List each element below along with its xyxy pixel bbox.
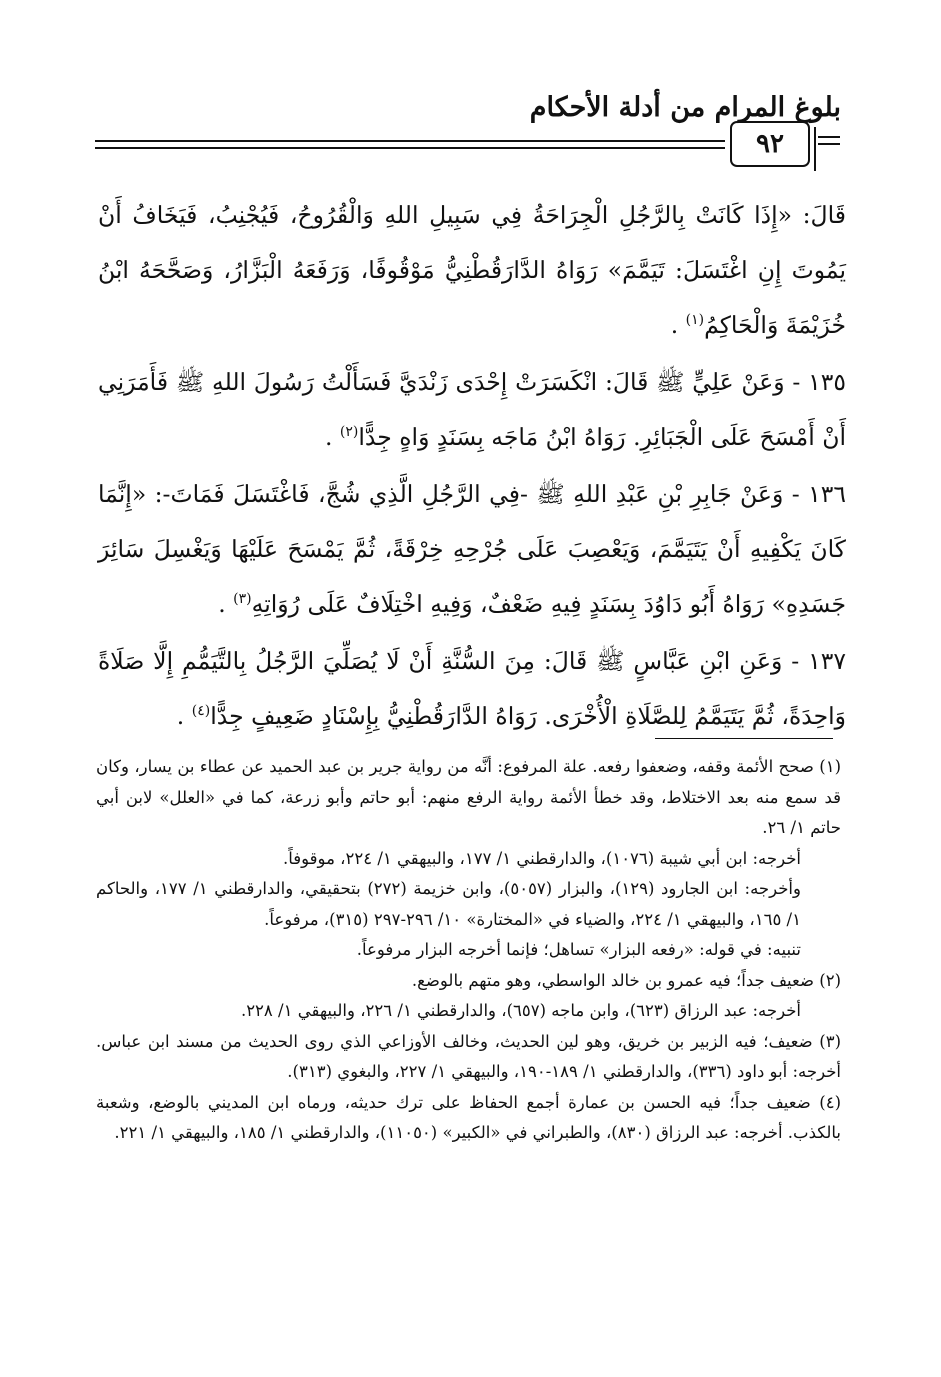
hadith-137: ١٣٧ - وَعَنِ ابْنِ عَبَّاسٍ ﷺ قَالَ: مِنَ السُّنَّةِ أَنْ لَا يُصَلِّيَ الرَّجُلُ بِالتَّيَمُّمِ إِلَّا صَلَاةً وَاحِدَةً، ثُمَّ يَتَيَمَّمُ لِلصَّلَاةِ الْأُخْرَى. رَوَاهُ الدَّارَقُطْنِيُّ بِإِسْنَادٍ ضَعِيفٍ جِدًّا$^{(٤)}$ . — [98, 647, 846, 730]
hadith-134-continuation: قَالَ: «إِذَا كَانَتْ بِالرَّجُلِ الْجِرَاحَةُ فِي سَبِيلِ اللهِ وَالْقُرُوحُ، فَيُجْنِبُ، فَيَخَافُ أَنْ يَمُوتَ إِنِ اغْتَسَلَ: تَيَمَّمَ» رَوَاهُ الدَّارَقُطْنِيُّ مَوْقُوفًا، وَرَفَعَهُ الْبَزَّارُ، وَصَحَّحَهُ ابْنُ خُزَيْمَةَ وَالْحَاكِمُ$^{(١)}$ . — [98, 201, 846, 339]
footnote-1-sources-marfu: وأخرجه: ابن الجارود (١٢٩)، والبزار (٥٠٥٧)، وابن خزيمة (٢٧٢) بتحقيقي، والدارقطني ١/ ١٧٧، والحاكم ١/ ١٦٥، والبيهقي ١/ ٢٢٤، والضياء في «المختارة» ١٠/ ٢٩٦-٢٩٧ (٣١٥)، مرفوعاً. — [96, 879, 801, 929]
page-number: ٩٢ — [730, 121, 810, 167]
footnote-ref-1: (١) — [685, 312, 705, 329]
hadith-136-text: ١٣٦ - وَعَنْ جَابِرِ بْنِ عَبْدِ اللهِ ﷺ -فِي الرَّجُلِ الَّذِي شُجَّ، فَاغْتَسَلَ فَمَاتَ-: «إِنَّمَا كَانَ يَكْفِيهِ أَنْ يَتَيَمَّمَ، وَيَعْصِبَ عَلَى جُرْحِهِ خِرْقَةً، ثُمَّ يَمْسَحَ عَلَيْهَا وَيَغْسِلَ سَائِرَ جَسَدِهِ» رَوَاهُ أَبُو دَاوُدَ بِسَنَدٍ فِيهِ ضَعْفٌ، وَفِيهِ اخْتِلَافٌ عَلَى رُوَاتِهِ — [98, 480, 846, 618]
footnote-4: (٤) ضعيف جداً؛ فيه الحسن بن عمارة أجمع الحفاظ على ترك حديثه، ورماه ابن المديني بالوضع، وشعبة بالكذب. أخرجه: عبد الرزاق (٨٣٠)، والطبراني في «الكبير» (١١٠٥٠)، والدارقطني ١/ ١٨٥، والبيهقي ١/ ٢٢١. — [96, 1092, 841, 1142]
hadith-134-text: قَالَ: «إِذَا كَانَتْ بِالرَّجُلِ الْجِرَاحَةُ فِي سَبِيلِ اللهِ وَالْقُرُوحُ، فَيُجْنِبُ، فَيَخَافُ أَنْ يَمُوتَ إِنِ اغْتَسَلَ: تَيَمَّمَ» رَوَاهُ الدَّارَقُطْنِيُّ مَوْقُوفًا، وَرَفَعَهُ الْبَزَّارُ، وَصَحَّحَهُ ابْنُ خُزَيْمَةَ وَالْحَاكِمُ — [98, 201, 846, 339]
footnote-2: (٢) ضعيف جداً؛ فيه عمرو بن خالد الواسطي، وهو متهم بالوضع. — [411, 970, 841, 990]
footnote-1-note: تنبيه: في قوله: «رفعه البزار» تساهل؛ فإنما أخرجه البزار مرفوعاً. — [356, 940, 801, 959]
hadith-136: ١٣٦ - وَعَنْ جَابِرِ بْنِ عَبْدِ اللهِ ﷺ -فِي الرَّجُلِ الَّذِي شُجَّ، فَاغْتَسَلَ فَمَاتَ-: «إِنَّمَا كَانَ يَكْفِيهِ أَنْ يَتَيَمَّمَ، وَيَعْصِبَ عَلَى جُرْحِهِ خِرْقَةً، ثُمَّ يَمْسَحَ عَلَيْهَا وَيَغْسِلَ سَائِرَ جَسَدِهِ» رَوَاهُ أَبُو دَاوُدَ بِسَنَدٍ فِيهِ ضَعْفٌ، وَفِيهِ اخْتِلَافٌ عَلَى رُوَاتِهِ$^{(٣)}$ . — [98, 480, 846, 618]
book-title: بلوغ المرام من أدلة الأحكام — [529, 92, 841, 123]
header-rule-lower — [95, 147, 725, 149]
hadith-135-text: ١٣٥ - وَعَنْ عَلِيٍّ ﷺ قَالَ: انْكَسَرَتْ إِحْدَى زَنْدَيَّ فَسَأَلْتُ رَسُولَ اللهِ ﷺ فَأَمَرَنِي أَنْ أَمْسَحَ عَلَى الْجَبَائِرِ. رَوَاهُ ابْنُ مَاجَه بِسَنَدٍ وَاهٍ جِدًّا — [98, 368, 846, 451]
footnote-1: (١) صحح الأئمة وقفه، وضعفوا رفعه. علة المرفوع: أنَّه من رواية جرير بن عبد الحميد عن عطاء بن يسار، وكان قد سمع منه بعد الاختلاط، وقد خطأ الأئمة رواية الرفع منهم: أبو حاتم وأبو زرعة، كما في «العلل» لابن أبي حاتم ١/ ٢٦. — [96, 757, 841, 837]
footnote-ref-4: (٤) — [191, 703, 211, 720]
footnote-ref-3: (٣) — [233, 591, 252, 608]
hadith-137-text: ١٣٧ - وَعَنِ ابْنِ عَبَّاسٍ ﷺ قَالَ: مِنَ السُّنَّةِ أَنْ لَا يُصَلِّيَ الرَّجُلُ بِالتَّيَمُّمِ إِلَّا صَلَاةً وَاحِدَةً، ثُمَّ يَتَيَمَّمُ لِلصَّلَاةِ الْأُخْرَى. رَوَاهُ الدَّارَقُطْنِيُّ بِإِسْنَادٍ ضَعِيفٍ جِدًّا — [98, 647, 846, 730]
header-rule-upper — [95, 140, 725, 142]
header-ornament — [818, 136, 840, 150]
footnote-1-sources-mawquf: أخرجه: ابن أبي شيبة (١٠٧٦)، والدارقطني ١/ ١٧٧، والبيهقي ١/ ٢٢٤، موقوفاً. — [282, 848, 801, 868]
footnotes — [96, 752, 841, 1149]
footnote-ref-2: (٢) — [339, 424, 359, 441]
hadith-135: ١٣٥ - وَعَنْ عَلِيٍّ ﷺ قَالَ: انْكَسَرَتْ إِحْدَى زَنْدَيَّ فَسَأَلْتُ رَسُولَ اللهِ ﷺ فَأَمَرَنِي أَنْ أَمْسَحَ عَلَى الْجَبَائِرِ. رَوَاهُ ابْنُ مَاجَه بِسَنَدٍ وَاهٍ جِدًّا$^{(٢)}$ . — [98, 368, 846, 451]
footnote-2-sources: أخرجه: عبد الرزاق (٦٢٣)، وابن ماجه (٦٥٧)، والدارقطني ١/ ٢٢٦، والبيهقي ١/ ٢٢٨. — [240, 1001, 801, 1020]
footnote-3: (٣) ضعيف؛ فيه الزبير بن خريق، وهو لين الحديث، وخالف الأوزاعي الذي روى الحديث من مسند ابن عباس. أخرجه: أبو داود (٣٣٦)، والدارقطني ١/ ١٨٩-١٩٠، والبيهقي ١/ ٢٢٧، والبغوي (٣١٣). — [96, 1031, 841, 1081]
main-text — [98, 188, 846, 744]
footnote-separator — [655, 738, 833, 739]
